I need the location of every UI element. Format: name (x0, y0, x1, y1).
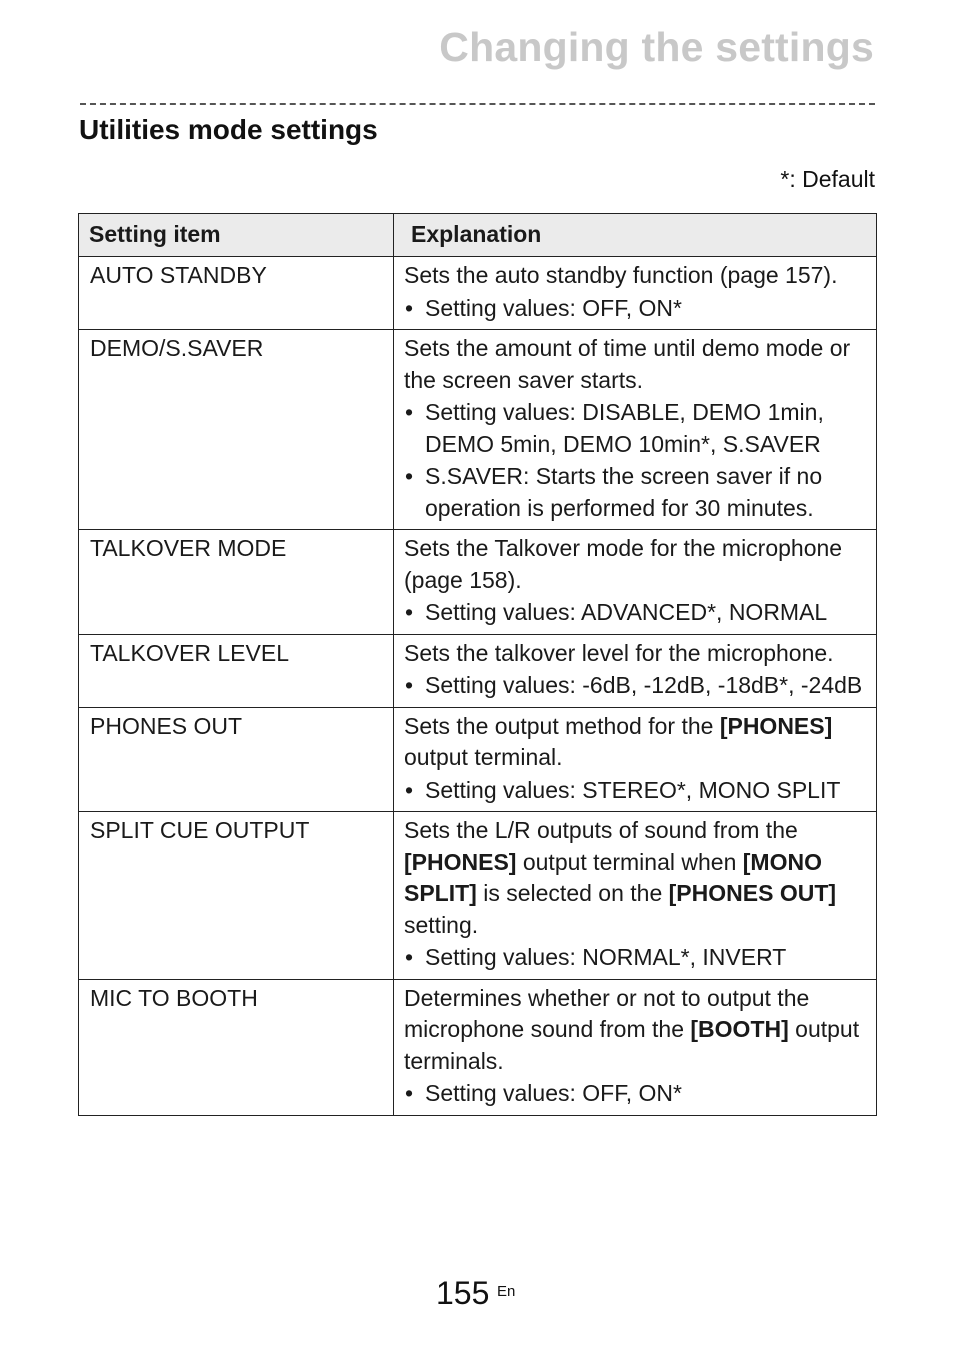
column-header-setting-item: Setting item (79, 214, 394, 257)
text-run: Setting values: NORMAL*, INVERT (425, 944, 787, 970)
explanation-text (404, 711, 866, 774)
page-language: En (497, 1283, 516, 1300)
text-run: output terminals. (404, 1016, 860, 1074)
setting-item-cell: MIC TO BOOTH (79, 979, 394, 1115)
text-run: Sets the L/R outputs of sound from the (404, 817, 798, 843)
setting-item-cell: AUTO STANDBY (79, 257, 394, 330)
explanation-text (404, 815, 866, 941)
bullet-list (404, 597, 866, 629)
dashed-divider (80, 103, 875, 105)
bullet-item (404, 670, 866, 702)
table-row (79, 634, 877, 707)
text-run: is selected on the (476, 880, 669, 906)
column-header-explanation: Explanation (394, 214, 877, 257)
text-run: Setting values: STEREO*, MONO SPLIT (425, 776, 841, 803)
explanation-cell (394, 330, 877, 530)
text-run: Sets the amount of time until demo mode or the screen saver starts. (404, 335, 851, 393)
explanation-text (404, 638, 866, 670)
bullet-item (404, 597, 866, 629)
text-run: output terminal. (404, 744, 563, 770)
setting-item-cell: SPLIT CUE OUTPUT (79, 812, 394, 980)
bullet-item (404, 1078, 866, 1110)
bullet-item (404, 942, 866, 974)
text-run: S.SAVER: Starts the screen saver if no operation is performed for 30 minutes. (425, 463, 823, 521)
text-run: Sets the talkover level for the microphone. (404, 639, 834, 666)
section-title: Utilities mode settings (79, 114, 378, 145)
text-run: Setting values: OFF, ON* (425, 1080, 682, 1106)
bold-term: [PHONES] (719, 712, 833, 739)
page-header-title: Changing the settings (439, 24, 874, 70)
bullet-list (404, 397, 866, 524)
text-run: setting. (404, 911, 479, 938)
text-run: Setting values: -6dB, -12dB, -18dB*, -24dB (425, 672, 863, 698)
table-row (79, 330, 877, 530)
bullet-item (404, 397, 866, 460)
table-row (79, 257, 877, 330)
bold-term: [PHONES OUT] (668, 880, 837, 906)
setting-item-cell: TALKOVER LEVEL (79, 634, 394, 707)
explanation-text (404, 260, 866, 292)
bold-term: [BOOTH] (690, 1016, 789, 1042)
explanation-cell (394, 812, 877, 980)
bullet-list (404, 670, 866, 702)
setting-item-cell: DEMO/S.SAVER (79, 330, 394, 530)
text-run: Setting values: DISABLE, DEMO 1min, DEMO 5min, DEMO 10min*, S.SAVER (425, 399, 824, 457)
explanation-cell (394, 257, 877, 330)
bold-term: [PHONES] (404, 848, 517, 875)
text-run: Determines whether or not to output the microphone sound from the (404, 984, 810, 1042)
bullet-list (404, 1078, 866, 1110)
text-run: Sets the auto standby function (page 157). (404, 262, 838, 288)
text-run: Sets the output method for the (404, 712, 720, 739)
bullet-list (404, 942, 866, 974)
bullet-list (404, 775, 866, 807)
default-note: *: Default (780, 166, 875, 192)
bold-term: [MONO SPLIT] (404, 848, 822, 906)
explanation-text (404, 983, 866, 1078)
text-run: Setting values: ADVANCED*, NORMAL (425, 599, 828, 625)
settings-table (78, 213, 877, 1116)
explanation-cell (394, 979, 877, 1115)
bullet-list (404, 293, 866, 325)
text-run: Setting values: OFF, ON* (425, 294, 682, 321)
text-run: Sets the Talkover mode for the microphone (page 158). (404, 535, 843, 593)
table-row (79, 707, 877, 812)
explanation-cell (394, 634, 877, 707)
setting-item-cell: TALKOVER MODE (79, 530, 394, 635)
bullet-item (404, 293, 866, 325)
text-run: output terminal when (516, 848, 743, 875)
table-body (79, 257, 877, 1116)
explanation-cell (394, 707, 877, 812)
explanation-cell (394, 530, 877, 635)
page-number: 155 (436, 1275, 490, 1311)
bullet-item (404, 461, 866, 524)
table-row (79, 979, 877, 1115)
bullet-item (404, 775, 866, 807)
table-row (79, 812, 877, 980)
explanation-text (404, 533, 866, 596)
table-row (79, 530, 877, 635)
setting-item-cell: PHONES OUT (79, 707, 394, 812)
table-header-row (79, 214, 877, 257)
explanation-text (404, 333, 866, 396)
